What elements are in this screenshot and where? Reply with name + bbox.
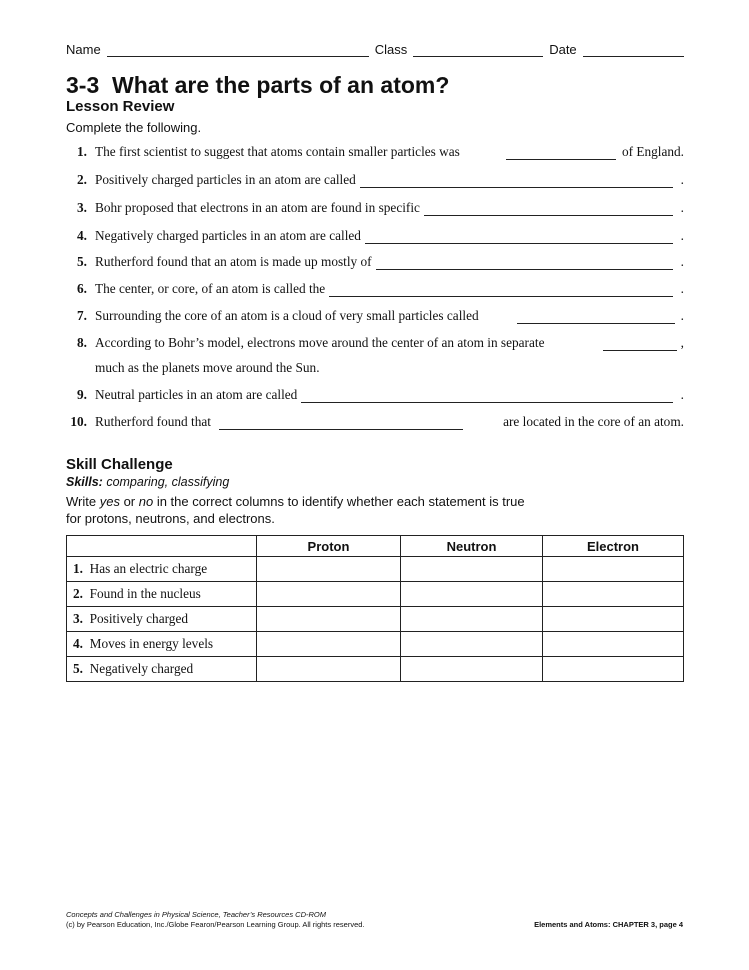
question-continuation: much as the planets move around the Sun. — [95, 360, 320, 375]
column-header-electron: Electron — [543, 536, 684, 557]
answer-blank[interactable] — [301, 388, 672, 403]
question-suffix: . — [680, 387, 684, 402]
answer-blank[interactable] — [376, 255, 673, 270]
answer-blank[interactable] — [603, 336, 677, 351]
question-item — [66, 387, 684, 403]
answer-blank[interactable] — [360, 173, 673, 188]
question-text: Surrounding the core of an atom is a cloud of very small particles called — [95, 308, 479, 323]
question-suffix: . — [680, 172, 684, 187]
question-item — [66, 308, 684, 324]
question-text: Rutherford found that — [95, 414, 211, 429]
question-number: 1. — [77, 144, 87, 159]
table-row — [67, 607, 684, 632]
row-number: 3. — [73, 611, 83, 626]
page-title: 3-3 What are the parts of an atom? — [66, 72, 450, 98]
class-label: Class — [374, 42, 408, 57]
name-field[interactable] — [107, 43, 369, 57]
question-number: 10. — [70, 414, 87, 429]
answer-blank[interactable] — [365, 229, 673, 244]
column-header-proton: Proton — [257, 536, 401, 557]
question-number: 9. — [77, 387, 87, 402]
row-text: Moves in energy levels — [89, 636, 214, 651]
row-label — [67, 632, 257, 657]
or-word: or — [119, 494, 139, 509]
question-suffix: . — [680, 308, 684, 323]
table-header-row — [67, 536, 684, 557]
answer-blank[interactable] — [517, 309, 675, 324]
proton-answer-cell[interactable] — [257, 607, 401, 632]
row-text: Has an electric charge — [89, 561, 208, 576]
no-word: no — [138, 494, 154, 509]
skills-line — [66, 475, 229, 489]
row-label — [67, 557, 257, 582]
answer-blank[interactable] — [219, 415, 463, 430]
table-row — [67, 632, 684, 657]
row-text: Positively charged — [89, 611, 188, 626]
question-item — [66, 414, 684, 430]
footer-copyright: (c) by Pearson Education, Inc./Globe Fearon/Pearson Learning Group. All rights reserved. — [66, 920, 365, 929]
question-suffix: of England. — [621, 144, 684, 159]
question-item — [66, 254, 684, 270]
footer-credits — [66, 910, 365, 930]
question-text: The center, or core, of an atom is called the — [95, 281, 326, 296]
row-text: Negatively charged — [89, 661, 194, 676]
neutron-answer-cell[interactable] — [401, 607, 543, 632]
question-number: 7. — [77, 308, 87, 323]
question-item — [66, 144, 684, 160]
row-number: 2. — [73, 586, 83, 601]
yes-word: yes — [99, 494, 120, 509]
question-number: 8. — [77, 335, 87, 350]
name-label: Name — [66, 42, 101, 57]
question-text: Rutherford found that an atom is made up mostly of — [95, 254, 372, 269]
row-number: 1. — [73, 561, 83, 576]
footer-source: Concepts and Challenges in Physical Science, Teacher’s Resources CD-ROM — [66, 910, 326, 919]
question-suffix: , — [680, 335, 684, 350]
skills-label: Skills: — [66, 475, 103, 489]
row-number: 4. — [73, 636, 83, 651]
question-text: Bohr proposed that electrons in an atom are found in specific — [95, 200, 420, 215]
question-item — [66, 200, 684, 216]
question-text: Positively charged particles in an atom are called — [95, 172, 356, 187]
question-item — [66, 172, 684, 188]
electron-answer-cell[interactable] — [543, 632, 684, 657]
instruction: Complete the following. — [66, 120, 202, 135]
question-item — [66, 281, 684, 297]
column-header — [67, 536, 257, 557]
answer-blank[interactable] — [329, 282, 672, 297]
row-label — [67, 607, 257, 632]
student-info-header — [66, 42, 684, 57]
table-row — [67, 657, 684, 682]
question-suffix: . — [680, 200, 684, 215]
proton-answer-cell[interactable] — [257, 557, 401, 582]
skills-text: comparing, classifying — [106, 475, 230, 489]
instr-text: Write — [66, 494, 100, 509]
answer-blank[interactable] — [424, 201, 673, 216]
skill-table — [66, 535, 684, 682]
electron-answer-cell[interactable] — [543, 582, 684, 607]
question-number: 4. — [77, 228, 87, 243]
page-number: Elements and Atoms: CHAPTER 3, page 4 — [534, 920, 683, 929]
electron-answer-cell[interactable] — [543, 557, 684, 582]
proton-answer-cell[interactable] — [257, 582, 401, 607]
neutron-answer-cell[interactable] — [401, 557, 543, 582]
question-number: 6. — [77, 281, 87, 296]
row-label — [67, 657, 257, 682]
question-text: According to Bohr’s model, electrons move around the center of an atom in separate — [95, 335, 545, 350]
question-suffix: . — [680, 281, 684, 296]
table-row — [67, 582, 684, 607]
proton-answer-cell[interactable] — [257, 657, 401, 682]
question-item — [66, 228, 684, 244]
row-label — [67, 582, 257, 607]
class-field[interactable] — [413, 43, 543, 57]
row-number: 5. — [73, 661, 83, 676]
instr-text: for protons, neutrons, and electrons. — [66, 511, 275, 526]
neutron-answer-cell[interactable] — [401, 632, 543, 657]
proton-answer-cell[interactable] — [257, 632, 401, 657]
question-number: 3. — [77, 200, 87, 215]
neutron-answer-cell[interactable] — [401, 582, 543, 607]
neutron-answer-cell[interactable] — [401, 657, 543, 682]
column-header-neutron: Neutron — [401, 536, 543, 557]
table-row — [67, 557, 684, 582]
row-text: Found in the nucleus — [89, 586, 201, 601]
skill-instructions — [66, 493, 525, 527]
answer-blank[interactable] — [506, 145, 616, 160]
question-number: 2. — [77, 172, 87, 187]
question-text: Neutral particles in an atom are called — [95, 387, 298, 402]
question-suffix: . — [680, 254, 684, 269]
electron-answer-cell[interactable] — [543, 657, 684, 682]
instr-text: in the correct columns to identify whether each statement is true — [153, 494, 525, 509]
electron-answer-cell[interactable] — [543, 607, 684, 632]
question-text: Negatively charged particles in an atom are called — [95, 228, 361, 243]
question-number: 5. — [77, 254, 87, 269]
question-text: The first scientist to suggest that atoms contain smaller particles was — [95, 144, 460, 159]
date-label: Date — [549, 42, 577, 57]
skill-challenge-heading: Skill Challenge — [66, 456, 173, 473]
question-suffix: . — [680, 228, 684, 243]
question-item — [66, 335, 684, 351]
question-suffix: are located in the core of an atom. — [503, 414, 684, 429]
lesson-review-heading: Lesson Review — [66, 98, 175, 115]
date-field[interactable] — [583, 43, 684, 57]
